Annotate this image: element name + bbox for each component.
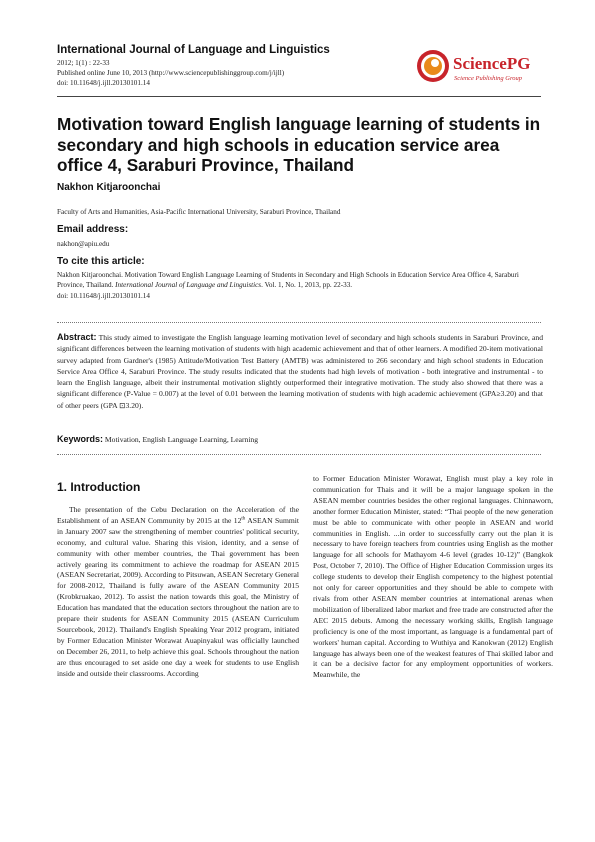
- intro-text-part1: The presentation of the Cebu Declaration on the Acceleration of the Establishment of an ASEAN Community by 2015 at the 12: [57, 505, 299, 525]
- citation-volume: . Vol. 1, No. 1, 2013, pp. 22-33.: [261, 281, 353, 290]
- intro-text-part2: ASEAN Summit in January 2007 saw the strengthening of member countries' political security, economy, and cultural value. Sharing this vision, identity, and a sense of community with other member countries, the Thai government has been actively gearing its commitment to achieve the roadmap for ASEAN 2015 (ASEAN Secretariat, 2009). According to Pitsuwan, ASEAN Secretary General for 2008-2012, Thailand is fully aware of the ASEAN Community 2015 (Krobkruakao, 2012). To assist the nation towards this goal, the Ministry of Education has mandated that the education sectors throughout the nation are to prepare their students for ASEAN Community 2015 (ASEAN Curriculum Sourcebook, 2012). Thailand's English Speaking Year 2012 program, initiated by Former Education Minister Worawat Auapinyakul was officially launched on December 26, 2011, to help achieve this goal. Schools throughout the nation are thus encouraged to set aside one day a week for students to use English inside and outside their classrooms. According: [57, 515, 299, 678]
- header-divider: [57, 96, 541, 97]
- affiliation: Faculty of Arts and Humanities, Asia-Pacific International University, Saraburi Province, Thailand: [57, 208, 341, 216]
- logo-subtext: Science Publishing Group: [454, 75, 522, 82]
- volume-pages: 2012; 1(1) : 22-33: [57, 59, 110, 67]
- logo-wordmark: SciencePG: [453, 54, 531, 73]
- citation-text: Nakhon Kitjaroonchai. Motivation Toward English Language Learning of Students in Secondary and High Schools in Education Service Area Office 4, Saraburi Province, Thailand.: [57, 271, 519, 290]
- header-doi: doi: 10.11648/j.ijll.20130101.14: [57, 79, 150, 87]
- paper-title: Motivation toward English language learning of students in secondary and high schools in education service area office 4, Saraburi Province, Thailand: [57, 114, 541, 175]
- introduction-right-column: to Former Education Minister Worawat, English must play a key role in communication for Thais and it will be a major language spoken in the ASEAN member countries besides the other regional languages. Chinnaworn, another former Education Minister, stated: “Thai people of the new generation must be able to communicate with other people in ASEAN and world communities in English. ...in order to successfully carry out the plan it is necessary to have foreign teachers from countries using English as the mother language for all schools for Mathayom 4-6 level (grades 10-12)” (Bangkok Post, October 7, 2010). The Office of Higher Education Commission urges its college students to develop their English competency to the highest potential not only for career opportunities and they should be able to compete with rivals from other ASEAN member countries at international arenas when mobilization of liberalized labor market and free trade are constructed after the AEC 2015 debuts. Among the necessary working skills, English language proficiency is one of the most important, as language is a fundamental part of workers' human capital. According to Wuthiya and Kanokwan (2012) English language has always been one of the weakest features of Thai skilled labor and it can be a decisive factor for any employment opportunities of workers. Meanwhile, the: [313, 474, 553, 680]
- introduction-heading: 1. Introduction: [57, 480, 141, 494]
- author-name: Nakhon Kitjaroonchai: [57, 182, 161, 193]
- sciencepg-logo: [414, 47, 546, 85]
- keywords-text: Motivation, English Language Learning, Learning: [104, 435, 259, 444]
- keywords: [57, 434, 543, 444]
- abstract-bottom-divider: [57, 454, 541, 455]
- abstract: [57, 332, 543, 411]
- abstract-text: This study aimed to investigate the English language learning motivation level of secondary and high schools students in Saraburi Province, and significant differences between the learning motivation of students with high academic achievement and that of other learners. A modified 20-item motivational survey adapted from Gardner's (1985) Attitude/Motivation Test Battery (AMTB) was administered to 266 secondary and high school students in Education Service Area Office 4, Saraburi Province. The study results indicated that the students had high levels of motivation - both integrative and instrumental - to learn the English language, albeit their instrumental motivation slightly outperformed their integrative motivation. The study also showed that there was a significant difference (P-Value = 0.007) at the level of 0.01 between the learning motivation of students with high academic achievement (GPA≥3.20) and that of other peers (GPA ⊡3.20).: [57, 333, 543, 410]
- keywords-label: Keywords:: [57, 434, 104, 444]
- email-link[interactable]: nakhon@apiu.edu: [57, 240, 110, 248]
- email-heading: Email address:: [57, 224, 129, 235]
- ordinal-superscript: th: [241, 516, 246, 522]
- publication-meta: [57, 58, 284, 88]
- published-online: Published online June 10, 2013 (http://www.sciencepublishinggroup.com/j/ijll): [57, 69, 285, 77]
- journal-title: International Journal of Language and Linguistics: [57, 44, 330, 56]
- citation-journal: International Journal of Language and Linguistics: [115, 281, 262, 290]
- citation: [57, 270, 545, 301]
- abstract-label: Abstract:: [57, 332, 97, 342]
- citation-doi: doi: 10.11648/j.ijll.20130101.14: [57, 291, 150, 300]
- abstract-top-divider: [57, 322, 541, 323]
- cite-heading: To cite this article:: [57, 256, 145, 267]
- introduction-left-column: [57, 505, 299, 680]
